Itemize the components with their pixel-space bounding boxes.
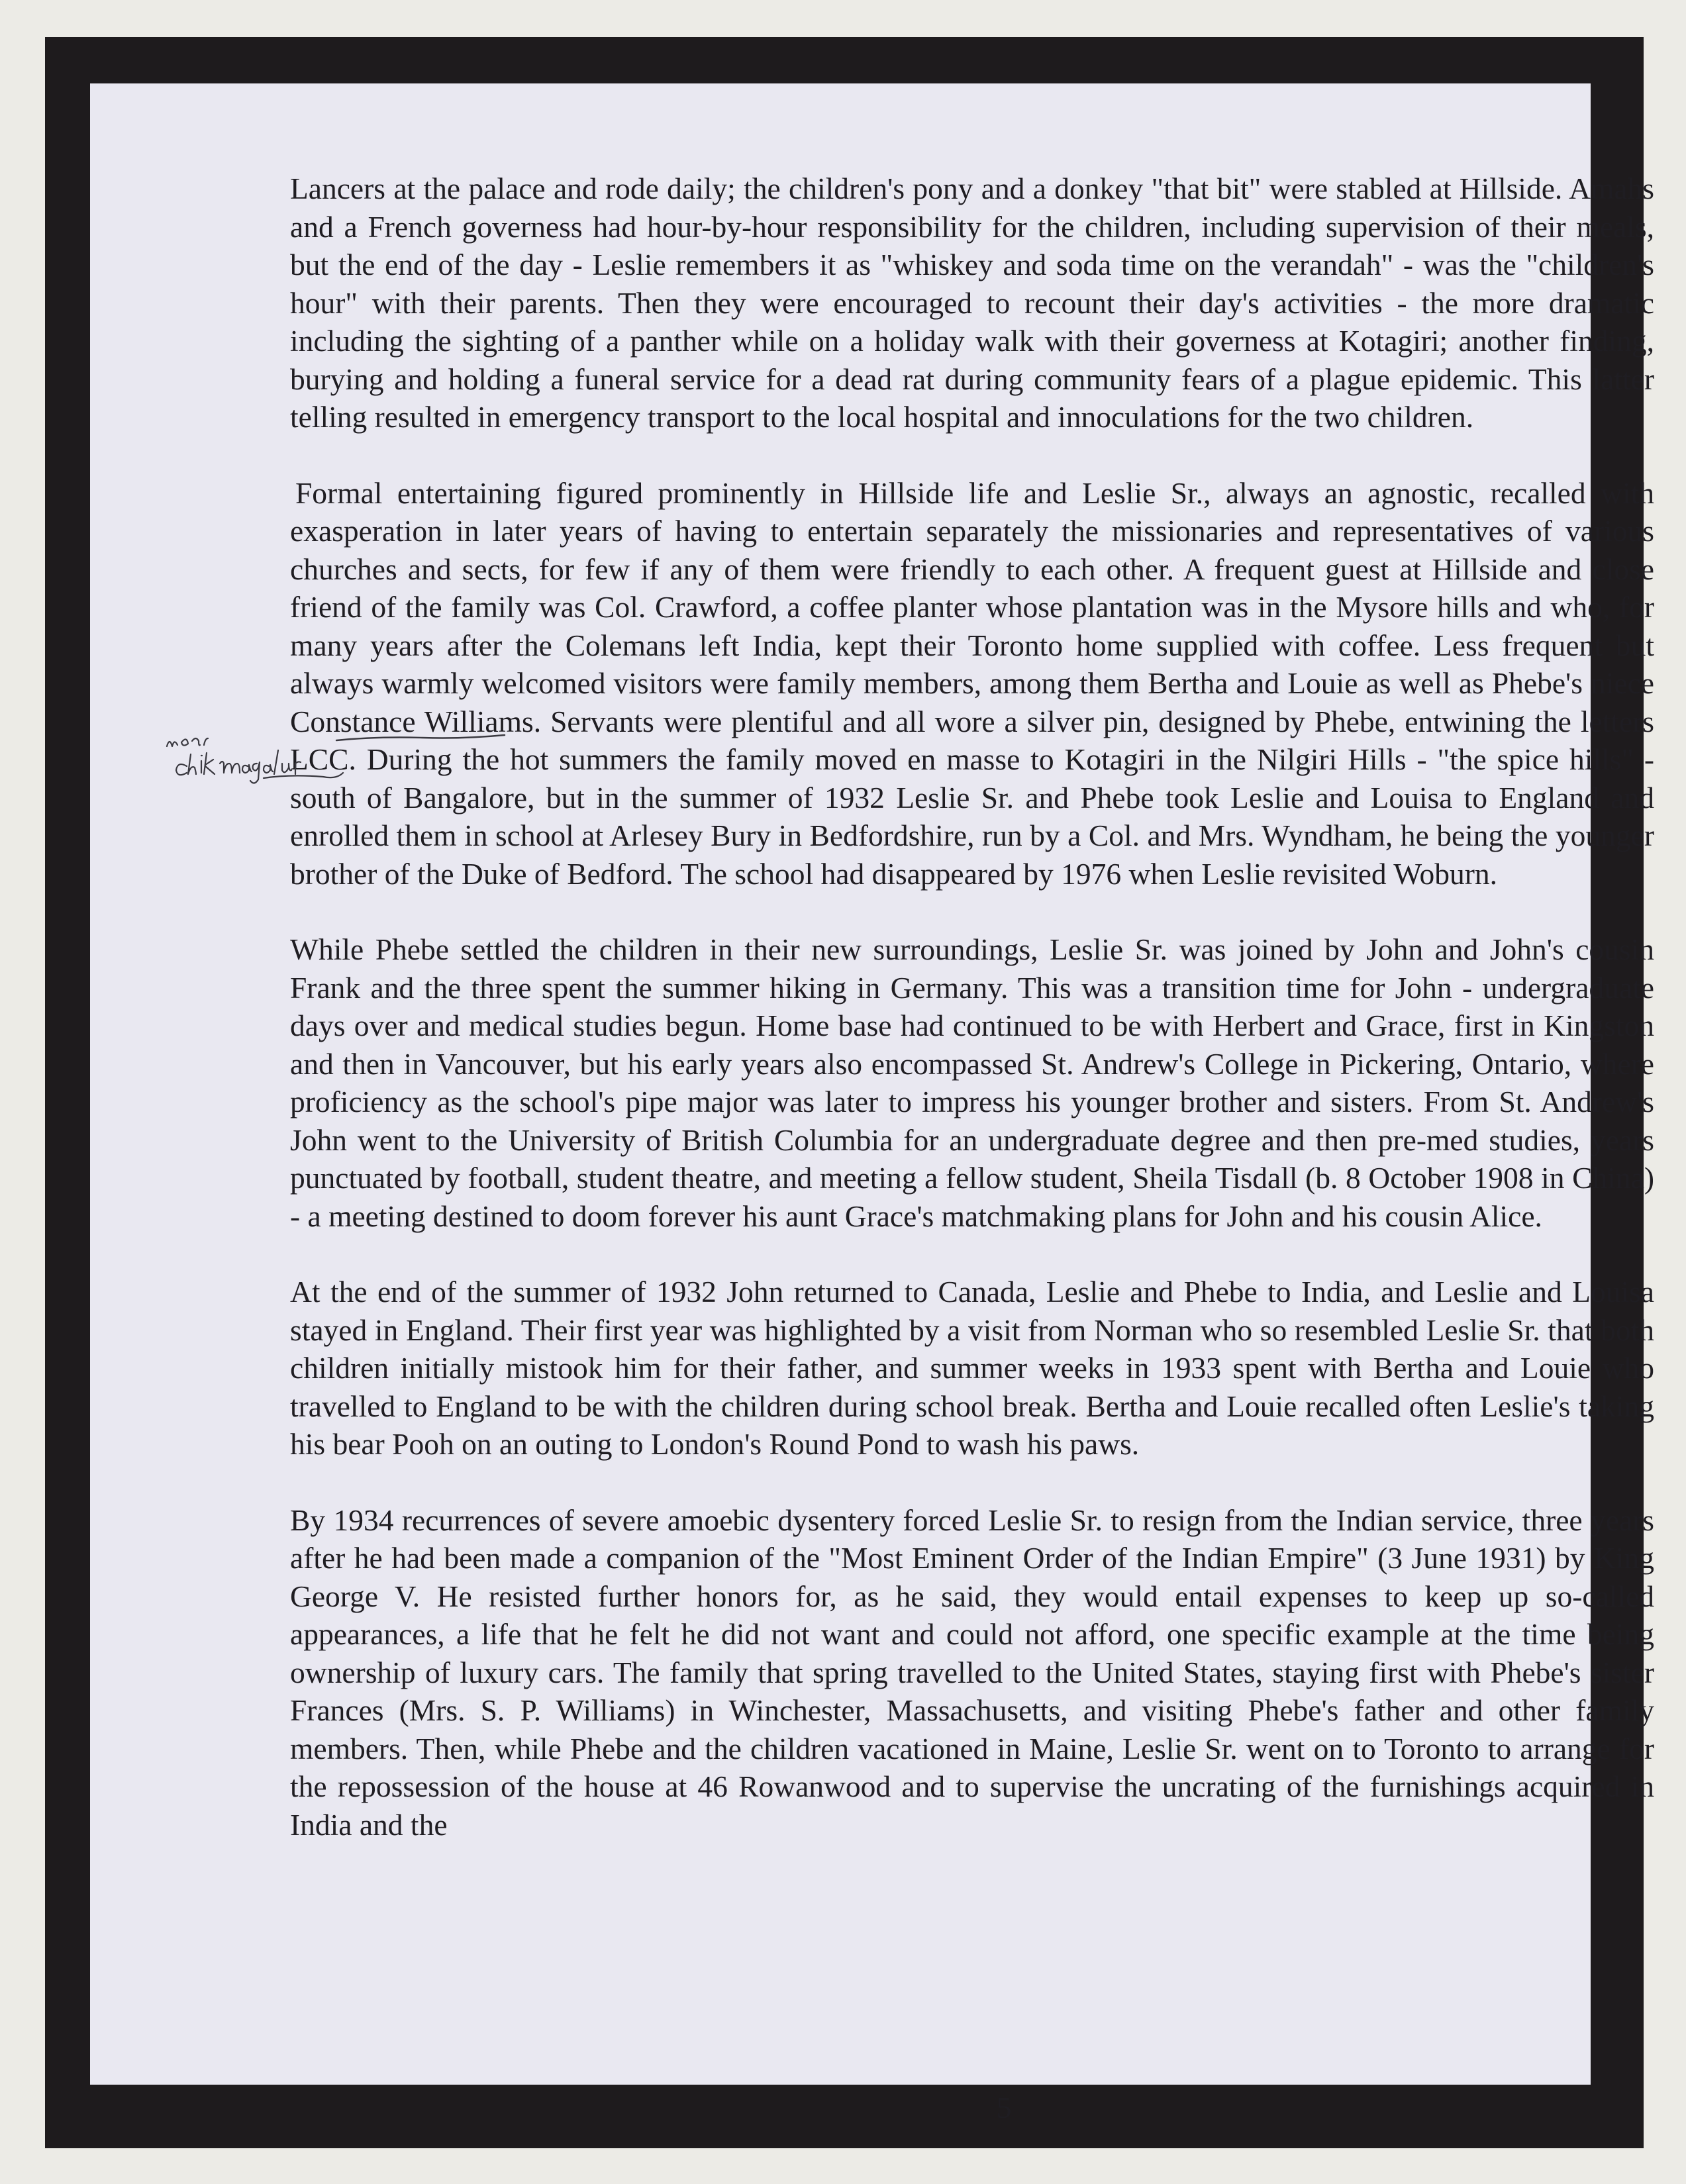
paragraph-5: By 1934 recurrences of severe amoebic dysentery forced Leslie Sr. to resign from the Indian service, three years after he had been made a companion of the "Most Eminent Order of the Indian Empire" (3 June 1931) by King George V. He resisted further honors for, as he said, they would entail expenses to keep up so-called appearances, a life that he felt he did not want and could not afford, one specific example at the time being ownership of luxury cars. The family that spring travelled to the United States, staying first with Phebe's sister Frances (Mrs. S. P. Williams) in Winchester, Massachusetts, and visiting Phebe's father and other family members. Then, while Phebe and the children vacationed in Maine, Leslie Sr. went on to Toronto to arrange for the repossession of the house at 46 Rowanwood and to supervise the uncrating of the furnishings acquired in India and the: [290, 1503, 1654, 1842]
scan-border: [45, 37, 1654, 2148]
paragraph-2: Formal entertaining figured prominently in Hillside life and Leslie Sr., always an agnostic, recalled with exasperation in later years of having to entertain separately the missionaries and representatives of various churches and sects, for few if any of them were friendly to each other. A frequent guest at Hillside and close friend of the family was Col. Crawford, a coffee planter whose plantation was in the Mysore hills and who, for many years after the Colemans left India, kept their Toronto home supplied with coffee. Less frequent but always warmly welcomed visitors were family members, among them Bertha and Louie as well as Phebe's niece Constance Williams. Servants were plentiful and all wore a silver pin, designed by Phebe, entwining the letters LCC. During the hot summers the family moved en masse to Kotagiri in the Nilgiri Hills - "the spice hills" - south of Bangalore, but in the summer of 1932 Leslie Sr. and Phebe took Leslie and Louisa to England and enrolled them in school at Arlesey Bury in Bedfordshire, run by a Col. and Mrs. Wyndham, he being the younger brother of the Duke of Bedford. The school had disappeared by 1976 when Leslie revisited Woburn.: [290, 475, 1654, 891]
pencil-strikethrough: [335, 732, 507, 746]
page-number: 5: [996, 2091, 1012, 2124]
paragraph-4: At the end of the summer of 1932 John returned to Canada, Leslie and Phebe to India, and Leslie and Louisa stayed in England. Their first year was highlighted by a visit from Norman who so resembled Leslie Sr. that both children initially mistook him for their father, and summer weeks in 1933 spent with Bertha and Louie who travelled to England to be with the children during school break. Bertha and Louie recalled often Leslie's taking his bear Pooh on an outing to London's Round Pond to wash his paws.: [290, 1275, 1654, 1461]
handwritten-margin-note: [164, 722, 350, 822]
paragraph-1: Lancers at the palace and rode daily; the children's pony and a donkey "that bit" were stabled at Hillside. Amahs and a French governess had hour-by-hour responsibility for the children, including supervision of their meals, but the end of the day - Leslie remembers it as "whiskey and soda time on the verandah" - was the "children's hour" with their parents. Then they were encouraged to recount their day's activities - the more dramatic including the sighting of a panther while on a holiday walk with their governess at Kotagiri; another finding, burying and holding a funeral service for a dead rat during community fears of a plague epidemic. This latter telling resulted in emergency transport to the local hospital and innoculations for the two children.: [290, 172, 1654, 434]
body-text: [290, 170, 1654, 1881]
paragraph-3: While Phebe settled the children in their new surroundings, Leslie Sr. was joined by John and John's cousin Frank and the three spent the summer hiking in Germany. This was a transition time for John - undergraduate days over and medical studies begun. Home base had continued to be with Herbert and Grace, first in Kingston and then in Vancouver, but his early years also encompassed St. Andrew's College in Pickering, Ontario, where proficiency as the school's pipe major was later to impress his younger brother and sisters. From St. Andrew's John went to the University of British Columbia for an undergraduate degree and then pre-med studies, years punctuated by football, student theatre, and meeting a fellow student, Sheila Tisdall (b. 8 October 1908 in China) - a meeting destined to doom forever his aunt Grace's matchmaking plans for John and his cousin Alice.: [290, 932, 1654, 1233]
document-page: [90, 83, 1654, 2124]
